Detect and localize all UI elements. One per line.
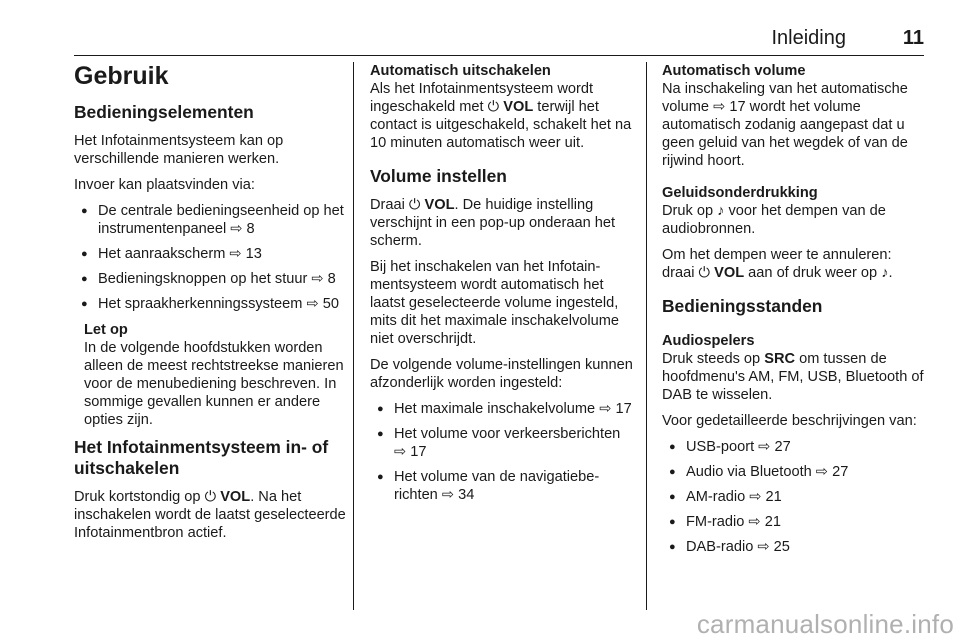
text-run: . Na het inschakelen wordt de laatst geselecteerde Infotainmentbron actief. [74, 489, 346, 541]
list-item: ● Audio via Bluetooth ⇨ 27 [662, 463, 926, 481]
text-run: Druk kortstondig op ⏻ [74, 489, 221, 505]
list-item: ● Het volume van de navigatieberichten ⇨ 34 [370, 468, 634, 504]
paragraph-details: Voor gedetailleerde beschrijvingen van: [662, 413, 917, 429]
paragraph-power [74, 488, 346, 542]
heading-geluidsonderdrukking: Geluidsonderdrukking [662, 185, 818, 201]
paragraph-mute: Druk op ♪ voor het dempen van de audiobronnen. [662, 203, 886, 237]
watermark: carmanualsonline.info [696, 609, 954, 639]
list-item: ● FM-radio ⇨ 21 [662, 513, 926, 531]
paragraph-src [662, 350, 926, 404]
column-1 [74, 62, 346, 550]
note-title: Let op [84, 322, 128, 338]
paragraph-intro: Het Infotainmentsysteem kan op verschillende manieren werken. [74, 133, 284, 167]
heading-automatisch-volume: Automatisch volume [662, 63, 806, 79]
page-number: 11 [902, 27, 924, 49]
page-header [74, 26, 924, 56]
input-methods-list [74, 202, 346, 313]
note-box [84, 321, 346, 429]
audio-sources-list [662, 438, 926, 556]
section-title: Inleiding [771, 27, 846, 49]
list-item: ● Het maximale inschakelvolume ⇨ 17 [370, 400, 634, 418]
column-2 [370, 62, 634, 512]
vol-label: VOL [503, 99, 534, 115]
paragraph-startup-volume: Bij het inschakelen van het Infotainmentsysteem wordt automatisch het laatst geselecteerde volume ingesteld, mits dit het maximale inschakelvolume niet overschrijdt. [370, 259, 619, 347]
paragraph-volume-settings: De volgende volume-instellingen kunnen afzonderlijk worden ingesteld: [370, 357, 633, 391]
heading-bedieningsstanden: Bedieningsstanden [662, 296, 823, 316]
paragraph-draai [370, 196, 634, 250]
heading-gebruik: Gebruik [74, 62, 169, 90]
paragraph-auto-off [370, 80, 634, 152]
text-run: terwijl het contact is uitgeschakeld, schakelt het na 10 minuten automatisch weer uit. [370, 99, 632, 151]
note-text: In de volgende hoofdstukken worden alleen de meest rechtstreekse manieren voor de menubediening beschreven. In sommige gevallen kunnen er andere opties zijn. [84, 340, 344, 428]
text-run: om tussen de hoofdmenu's AM, FM, USB, Bluetooth of DAB te wisselen. [662, 351, 924, 403]
list-item: ● Het volume voor verkeersberichten ⇨ 17 [370, 425, 634, 461]
heading-audiospelers: Audiospelers [662, 333, 755, 349]
vol-label: VOL [424, 197, 455, 213]
list-item: ● DAB-radio ⇨ 25 [662, 538, 926, 556]
list-item: ● De centrale bedieningseenheid op het instrumentenpaneel ⇨ 8 [74, 202, 346, 238]
list-item: ● AM-radio ⇨ 21 [662, 488, 926, 506]
list-item: ● Bedieningsknoppen op het stuur ⇨ 8 [74, 270, 346, 288]
column-3 [662, 62, 926, 564]
header-rule [74, 55, 924, 56]
text-run: Druk steeds op [662, 351, 765, 367]
text-run: . De huidige instelling verschijnt in een pop-up onderaan het scherm. [370, 197, 616, 249]
heading-in-uitschakelen: Het Infotainmentsysteem in- of uitschakelen [74, 437, 329, 478]
heading-volume-instellen: Volume instellen [370, 166, 507, 186]
paragraph-auto-volume: Na inschakeling van het automatische volume ⇨ 17 wordt het volume automatisch zodanig aangepast dat u geen geluid van het wegdek of van de rijwind hoort. [662, 81, 908, 169]
list-item: ● USB-poort ⇨ 27 [662, 438, 926, 456]
column-divider-right [646, 62, 647, 610]
src-label: SRC [764, 351, 796, 367]
vol-label: VOL [220, 489, 251, 505]
paragraph-invoer: Invoer kan plaatsvinden via: [74, 177, 255, 193]
text-run: Als het Infotainmentsysteem wordt ingeschakeld met ⏻ [370, 81, 594, 115]
list-item: ● Het spraakherkenningssysteem ⇨ 50 [74, 295, 346, 313]
text-run: Draai ⏻ [370, 197, 425, 213]
vol-label: VOL [714, 265, 745, 281]
column-divider-left [353, 62, 354, 610]
heading-bedieningselementen: Bedieningselementen [74, 102, 254, 122]
text-run: aan of druk weer op ♪. [744, 265, 893, 281]
text-run: Om het dempen weer te annuleren: draai ⏻ [662, 247, 892, 281]
volume-settings-list [370, 400, 634, 504]
heading-automatisch-uitschakelen: Automatisch uitschakelen [370, 63, 551, 79]
paragraph-unmute [662, 246, 926, 282]
list-item: ● Het aanraakscherm ⇨ 13 [74, 245, 346, 263]
